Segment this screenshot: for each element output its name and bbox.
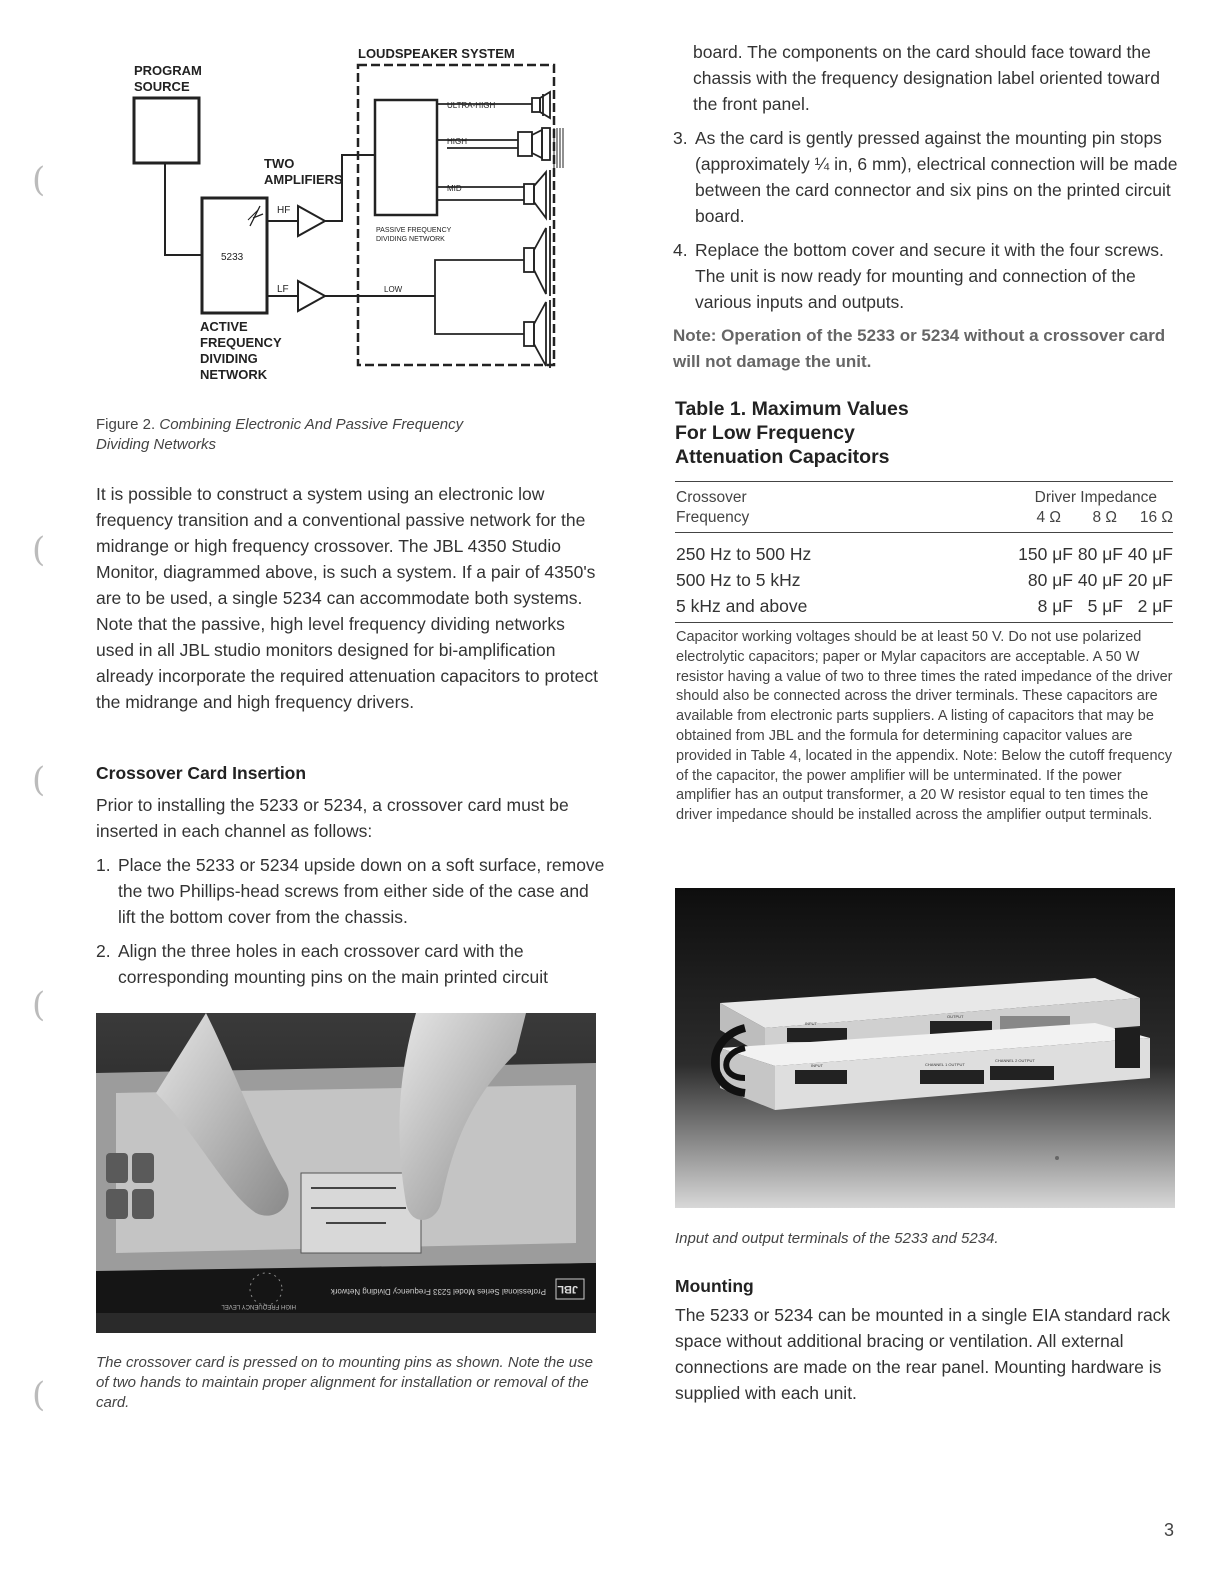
step-1-num: 1. <box>96 855 111 875</box>
table1-bottom-rule <box>675 622 1173 623</box>
step-4-text: Replace the bottom cover and secure it with the four screws. The unit is now ready for mounting and connection of the various inputs and outputs. <box>695 240 1164 312</box>
high-label: HIGH <box>447 137 467 146</box>
crossover-heading: Crossover Card Insertion <box>96 763 307 783</box>
right-column-text <box>673 39 1183 375</box>
crossover-card-photo <box>96 1013 596 1333</box>
crossover-card-photo-drawing <box>96 1013 596 1333</box>
unit1-input-label: INPUT <box>805 1021 817 1026</box>
steps-list-right <box>673 125 1183 315</box>
photo2-caption: Input and output terminals of the 5233 and 5234. <box>675 1230 999 1247</box>
step-2-text: Align the three holes in each crossover card with the corresponding mounting pins on the main printed circuit <box>118 941 548 987</box>
left-paragraph-text: It is possible to construct a system using an electronic low frequency transition and a conventional passive network for the midrange or high frequency crossover. The JBL 4350 Studio Monitor, diagrammed above, is such a system. If a pair of 4350's are to be used, a single 5234 can accommodate both systems. Note that the passive, high level frequency dividing networks used in all JBL studio monitors designed for bi-amplification already incorporate the required attenuation capacitors to protect the midrange and high frequency drivers. <box>96 484 598 712</box>
two-amplifiers-label-1: TWO <box>264 156 295 171</box>
margin-mark: ( <box>32 760 46 800</box>
passive-network-box <box>375 100 437 215</box>
active-network-label-2: FREQUENCY <box>200 335 282 350</box>
table-row <box>676 593 1173 619</box>
impedance-16: 16 Ω <box>1139 509 1173 526</box>
figure2-caption <box>96 415 576 455</box>
row-2-val-4: 80 μF <box>1027 570 1073 590</box>
row-1-val-16: 40 μF <box>1127 544 1173 564</box>
unit2-ch1-label: CHANNEL 1 OUTPUT <box>925 1062 965 1067</box>
table-row <box>676 567 1173 593</box>
col-impedance-header <box>1000 488 1173 528</box>
row-1-val-8: 80 μF <box>1077 544 1123 564</box>
step-4-num: 4. <box>673 240 688 260</box>
high-horn <box>518 128 563 168</box>
frequency-dividing-diagram <box>120 40 590 390</box>
margin-mark: ( <box>32 160 46 200</box>
active-network-label-4: NETWORK <box>200 367 268 382</box>
col-crossover-header <box>676 488 749 528</box>
step-2-continued: board. The components on the card should face toward the chassis with the frequency designation label oriented toward the front panel. <box>693 42 1160 114</box>
active-network-label-1: ACTIVE <box>200 319 248 334</box>
step-4 <box>673 237 1183 315</box>
step-2 <box>96 938 606 990</box>
unit2-ch2-label: CHANNEL 2 OUTPUT <box>995 1058 1035 1063</box>
step-2-num: 2. <box>96 941 111 961</box>
left-paragraph <box>96 481 602 715</box>
step-1 <box>96 852 606 930</box>
row-1-val-4: 150 μF <box>1018 544 1073 564</box>
brand-logo-text: JBL <box>557 1283 578 1295</box>
col-crossover-header-2: Frequency <box>676 509 750 526</box>
loudspeaker-system-label: LOUDSPEAKER SYSTEM <box>358 46 515 61</box>
program-source-box <box>134 98 199 163</box>
two-amplifiers-label-2: AMPLIFIERS <box>264 172 343 187</box>
mid-label: MID <box>447 184 462 193</box>
crossover-intro: Prior to installing the 5233 or 5234, a crossover card must be inserted in each channel as follows: <box>96 795 569 841</box>
row-3-val-8: 5 μF <box>1087 596 1123 616</box>
table1-top-rule <box>675 481 1173 482</box>
mounting-heading: Mounting <box>675 1276 754 1296</box>
passive-network-label-2: DIVIDING NETWORK <box>376 236 445 243</box>
active-network-label-3: DIVIDING <box>200 351 258 366</box>
table1-title-line-1: Table 1. Maximum Values <box>675 398 909 420</box>
ultra-high-tweeter <box>532 92 550 118</box>
col-crossover-header-1: Crossover <box>676 489 747 506</box>
row-3-freq: 5 kHz and above <box>676 596 808 616</box>
panel-text: Professional Series Model 5233 Frequency Dividing Network <box>330 1287 546 1296</box>
hf-label: HF <box>277 205 291 216</box>
row-3-val-16: 2 μF <box>1137 596 1173 616</box>
step-3-num: 3. <box>673 128 688 148</box>
insertion-note: Note: Operation of the 5233 or 5234 without a crossover card will not damage the unit. <box>673 326 1166 371</box>
table1-title-line-2: For Low Frequency <box>675 422 855 444</box>
margin-mark: ( <box>32 985 46 1025</box>
row-3-val-4: 8 μF <box>1037 596 1073 616</box>
step-3 <box>673 125 1183 229</box>
program-source-label-1: PROGRAM <box>134 63 202 78</box>
mounting-text: The 5233 or 5234 can be mounted in a single EIA standard rack space without additional bracing or ventilation. All external connections are made on the rear panel. Mounting hardware is supplied with each unit. <box>675 1305 1171 1403</box>
figure2-caption-title-1: Combining Electronic And Passive Frequency <box>159 416 464 433</box>
margin-mark: ( <box>32 1375 46 1415</box>
impedance-values-row <box>1000 508 1173 528</box>
unit1-output-label: OUTPUT <box>947 1014 964 1019</box>
table1-header-rule <box>675 532 1173 533</box>
lf-amplifier <box>298 281 325 311</box>
unit2-input-label: INPUT <box>811 1063 823 1068</box>
table1-note: Capacitor working voltages should be at least 50 V. Do not use polarized electrolytic capacitors; paper or Mylar capacitors are acceptable. A 50 W resistor having a value of two to three times the rated impedance of the driver should also be connected across the driver terminals. These capacitors are available from electronic parts suppliers. A listing of capacitors that may be obtained from JBL and the formula for determining capacitor values are provided in Table 4, located in the appendix. Note: Below the cutoff frequency of the capacitor, the power amplifier will be unterminated. If the power amplifier has an output transformer, a 20 W resistor equal to ten times the driver impedance should be installed across the amplifier output terminals. <box>676 629 1173 824</box>
row-2-val-8: 40 μF <box>1077 570 1123 590</box>
table1-title-line-3: Attenuation Capacitors <box>675 446 890 468</box>
table1-body <box>676 541 1173 619</box>
row-2-val-16: 20 μF <box>1127 570 1173 590</box>
table1-title <box>675 397 1075 469</box>
steps-list-left <box>96 852 606 990</box>
photo1-caption: The crossover card is pressed on to mounting pins as shown. Note the use of two hands to maintain proper alignment for installation or removal of the card. <box>96 1354 593 1411</box>
step-1-text: Place the 5233 or 5234 upside down on a soft surface, remove the two Phillips-head screws from either side of the case and lift the bottom cover from the chassis. <box>118 855 605 927</box>
rack-units-photo-drawing <box>675 888 1175 1208</box>
figure2-caption-prefix: Figure 2. <box>96 416 160 433</box>
ultra-high-label: ULTRA-HIGH <box>447 101 496 110</box>
low-woofer-1 <box>524 226 550 296</box>
row-1-freq: 250 Hz to 500 Hz <box>676 544 812 564</box>
driver-impedance-label: Driver Impedance <box>1034 489 1157 506</box>
model-label: 5233 <box>221 252 244 263</box>
table-row <box>676 541 1173 567</box>
margin-mark: ( <box>32 530 46 570</box>
crossover-section <box>96 792 606 998</box>
hf-amplifier <box>298 206 325 236</box>
low-label: LOW <box>384 285 403 294</box>
step-3-text: As the card is gently pressed against the mounting pin stops (approximately ¼ in, 6 mm), electrical connection will be made between the card connector and six pins on the printed circuit board. <box>695 128 1178 226</box>
figure2-caption-title-2: Dividing Networks <box>96 436 217 453</box>
passive-network-label-1: PASSIVE FREQUENCY <box>376 227 452 234</box>
impedance-4: 4 Ω <box>1036 509 1061 526</box>
impedance-8: 8 Ω <box>1092 509 1117 526</box>
lf-label: LF <box>277 284 289 295</box>
mid-driver <box>524 170 550 220</box>
program-source-label-2: SOURCE <box>134 79 190 94</box>
row-2-freq: 500 Hz to 5 kHz <box>676 570 801 590</box>
rack-units-photo <box>675 888 1175 1208</box>
low-woofer-2 <box>524 300 550 368</box>
knob-label: HIGH FREQUENCY LEVEL <box>221 1303 296 1309</box>
page-number: 3 <box>1164 1520 1175 1540</box>
